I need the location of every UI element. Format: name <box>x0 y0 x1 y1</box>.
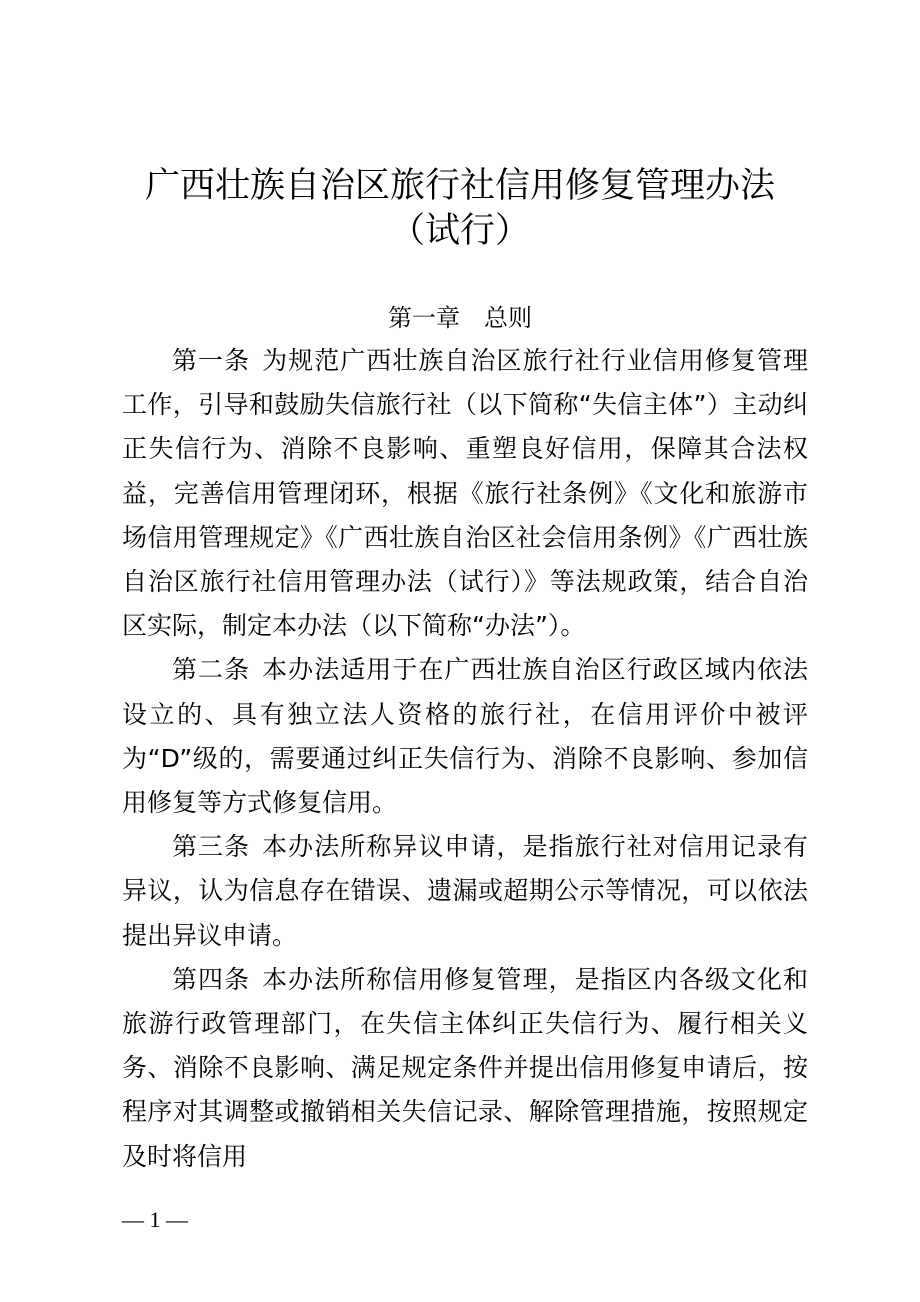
article-2 <box>122 648 808 825</box>
article-text: 为规范广西壮族自治区旅行社行业信用修复管理工作，引导和鼓励失信旅行社（以下简称“失信主体”）主动纠正失信行为、消除不良影响、重塑良好信用，保障其合法权益，完善信用管理闭环，根据《旅行社条例》《文化和旅游市场信用管理规定》《广西壮族自治区社会信用条例》《广西壮族自治区旅行社信用管理办法（试行）》等法规政策，结合自治区实际，制定本办法（以下简称“办法”）。 <box>122 346 808 641</box>
article-3 <box>122 825 808 958</box>
page-number: — 1 — <box>122 1207 188 1232</box>
article-number: 第一条 <box>172 346 251 375</box>
chapter-heading <box>0 300 920 336</box>
chapter-name: 总则 <box>484 304 532 332</box>
article-4 <box>122 958 808 1179</box>
article-number: 第三条 <box>172 832 251 862</box>
document-title: 广西壮族自治区旅行社信用修复管理办法 <box>144 166 775 206</box>
article-number: 第二条 <box>172 655 251 685</box>
article-text: 本办法所称信用修复管理，是指区内各级文化和旅游行政管理部门，在失信主体纠正失信行为、履行相关义务、消除不良影响、满足规定条件并提出信用修复申请后，按程序对其调整或撤销相关失信记录、解除管理措施，按照规定及时将信用 <box>122 964 808 1171</box>
document-body <box>122 339 808 1179</box>
article-text: 本办法适用于在广西壮族自治区行政区域内依法设立的、具有独立法人资格的旅行社，在信用评价中被评为“D”级的，需要通过纠正失信行为、消除不良影响、参加信用修复等方式修复信用。 <box>122 655 808 818</box>
article-text: 本办法所称异议申请，是指旅行社对信用记录有异议，认为信息存在错误、遗漏或超期公示等情况，可以依法提出异议申请。 <box>122 832 808 950</box>
article-number: 第四条 <box>172 964 251 994</box>
chapter-number: 第一章 <box>388 304 460 332</box>
document-title-subtitle: （试行） <box>389 211 530 251</box>
article-1 <box>122 339 808 648</box>
